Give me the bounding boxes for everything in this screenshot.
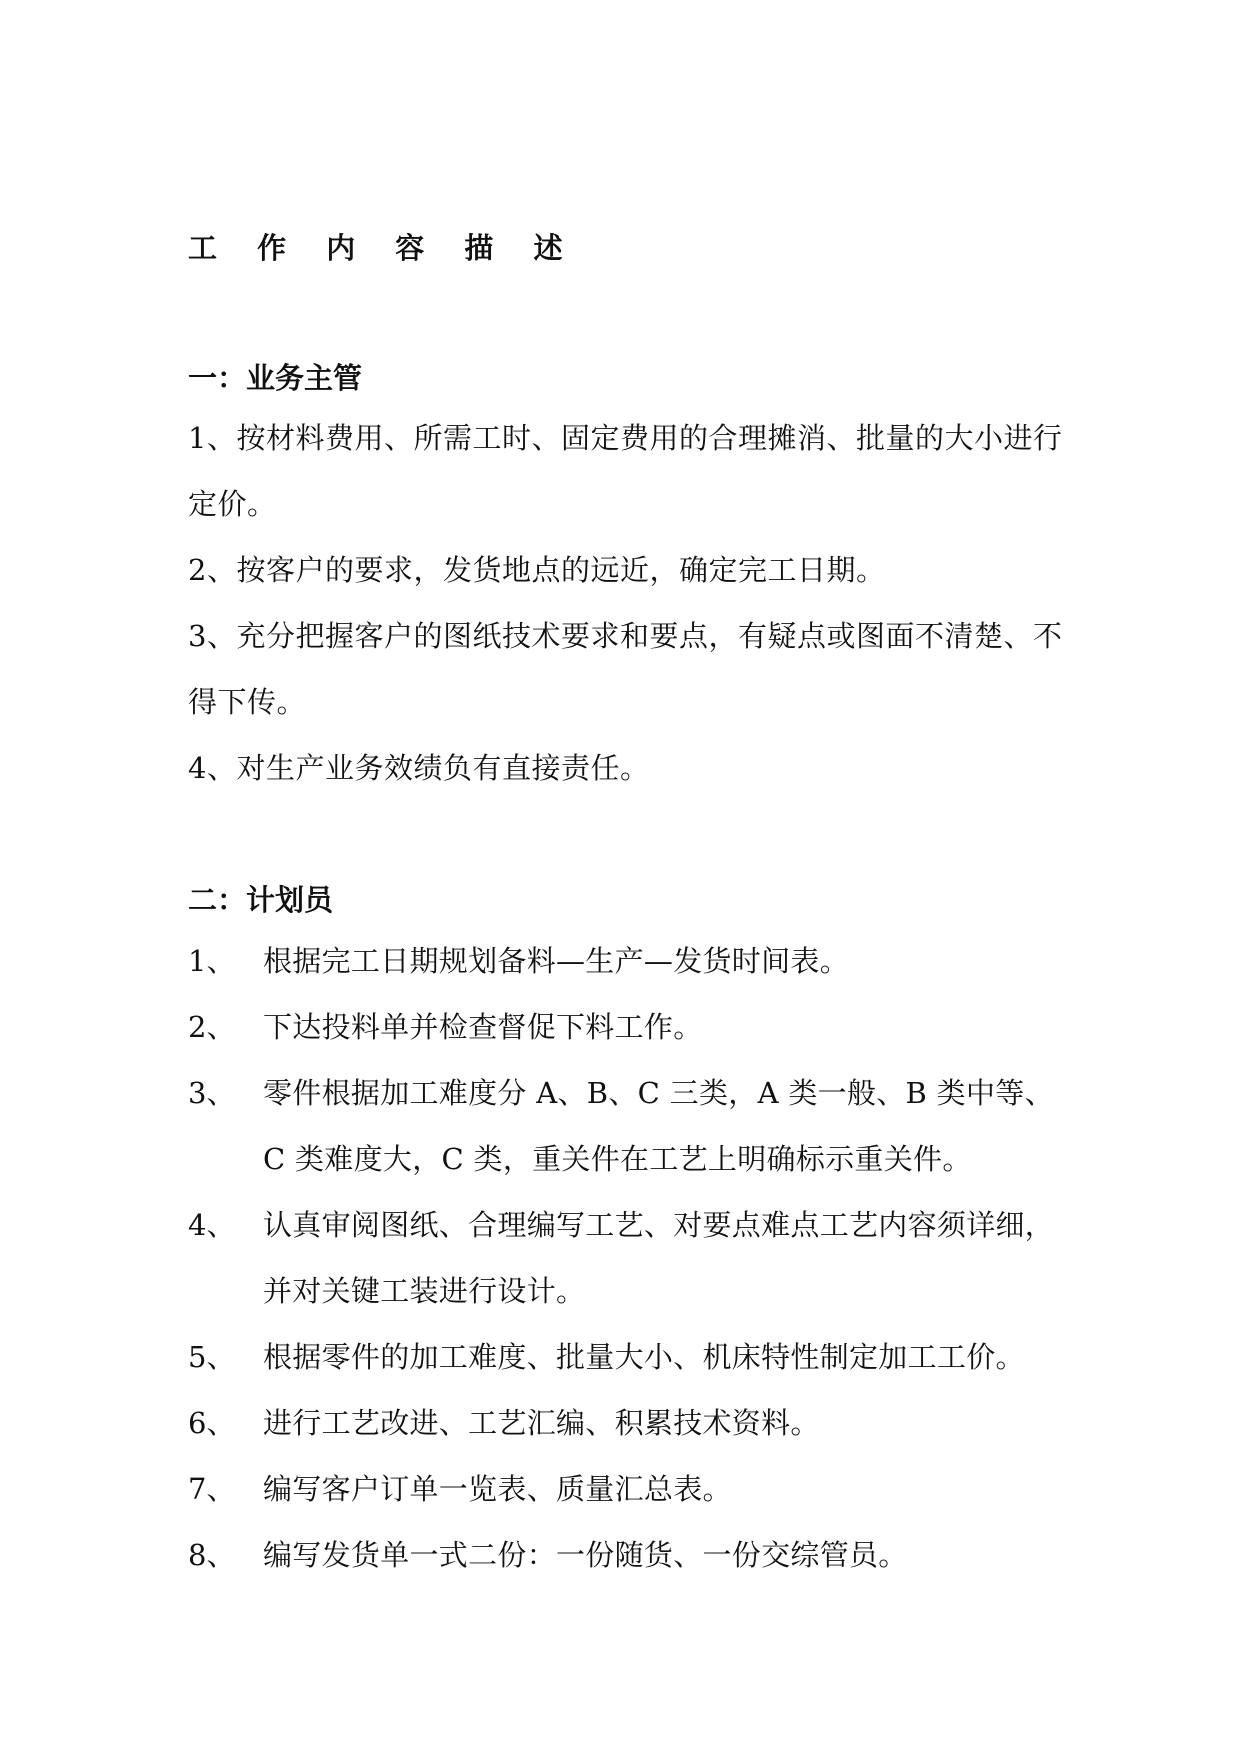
planner-list-item: [188, 1522, 1068, 1588]
item-number: 4、: [188, 1208, 236, 1242]
planner-list-item: [188, 1192, 1068, 1324]
planner-list-item: [188, 994, 1068, 1060]
planner-list-item: [188, 1060, 1068, 1192]
item-text: 根据零件的加工难度、批量大小、机床特性制定加工工价。: [263, 1340, 1025, 1374]
item-text: 编写客户订单一览表、质量汇总表。: [263, 1472, 732, 1506]
item-number: 2、: [188, 1010, 236, 1044]
supervisor-paragraph: 1、按材料费用、所需工时、固定费用的合理摊消、批量的大小进行定价。: [188, 421, 1063, 521]
item-text: 根据完工日期规划备料—生产—发货时间表。: [263, 944, 850, 978]
item-text: 零件根据加工难度分 A、B、C 三类，A 类一般、B 类中等、C 类难度大，C 类，重关件在工艺上明确标示重关件。: [263, 1076, 1054, 1176]
item-text: 进行工艺改进、工艺汇编、积累技术资料。: [263, 1406, 820, 1440]
section-heading-supervisor: 一：业务主管: [188, 361, 363, 395]
item-number: 6、: [188, 1406, 236, 1440]
document-title: 工 作 内 容 描 述: [188, 231, 578, 265]
planner-list-item: [188, 1390, 1068, 1456]
item-number: 5、: [188, 1340, 236, 1374]
planner-list-item: [188, 1456, 1068, 1522]
item-number: 3、: [188, 1076, 236, 1110]
supervisor-paragraph: 3、充分把握客户的图纸技术要求和要点，有疑点或图面不清楚、不得下传。: [188, 619, 1063, 719]
section-heading-planner: 二：计划员: [188, 883, 334, 917]
item-text: 认真审阅图纸、合理编写工艺、对要点难点工艺内容须详细，并对关键工装进行设计。: [263, 1208, 1055, 1308]
item-number: 7、: [188, 1472, 236, 1506]
item-number: 8、: [188, 1538, 236, 1572]
item-text: 编写发货单一式二份：一份随货、一份交综管员。: [263, 1538, 908, 1572]
item-number: 1、: [188, 944, 236, 978]
planner-list-item: [188, 1324, 1068, 1390]
item-text: 下达投料单并检查督促下料工作。: [263, 1010, 703, 1044]
planner-list-item: [188, 928, 1068, 994]
supervisor-paragraph: 2、按客户的要求，发货地点的远近，确定完工日期。: [188, 553, 886, 587]
supervisor-paragraph: 4、对生产业务效绩负有直接责任。: [188, 751, 650, 785]
